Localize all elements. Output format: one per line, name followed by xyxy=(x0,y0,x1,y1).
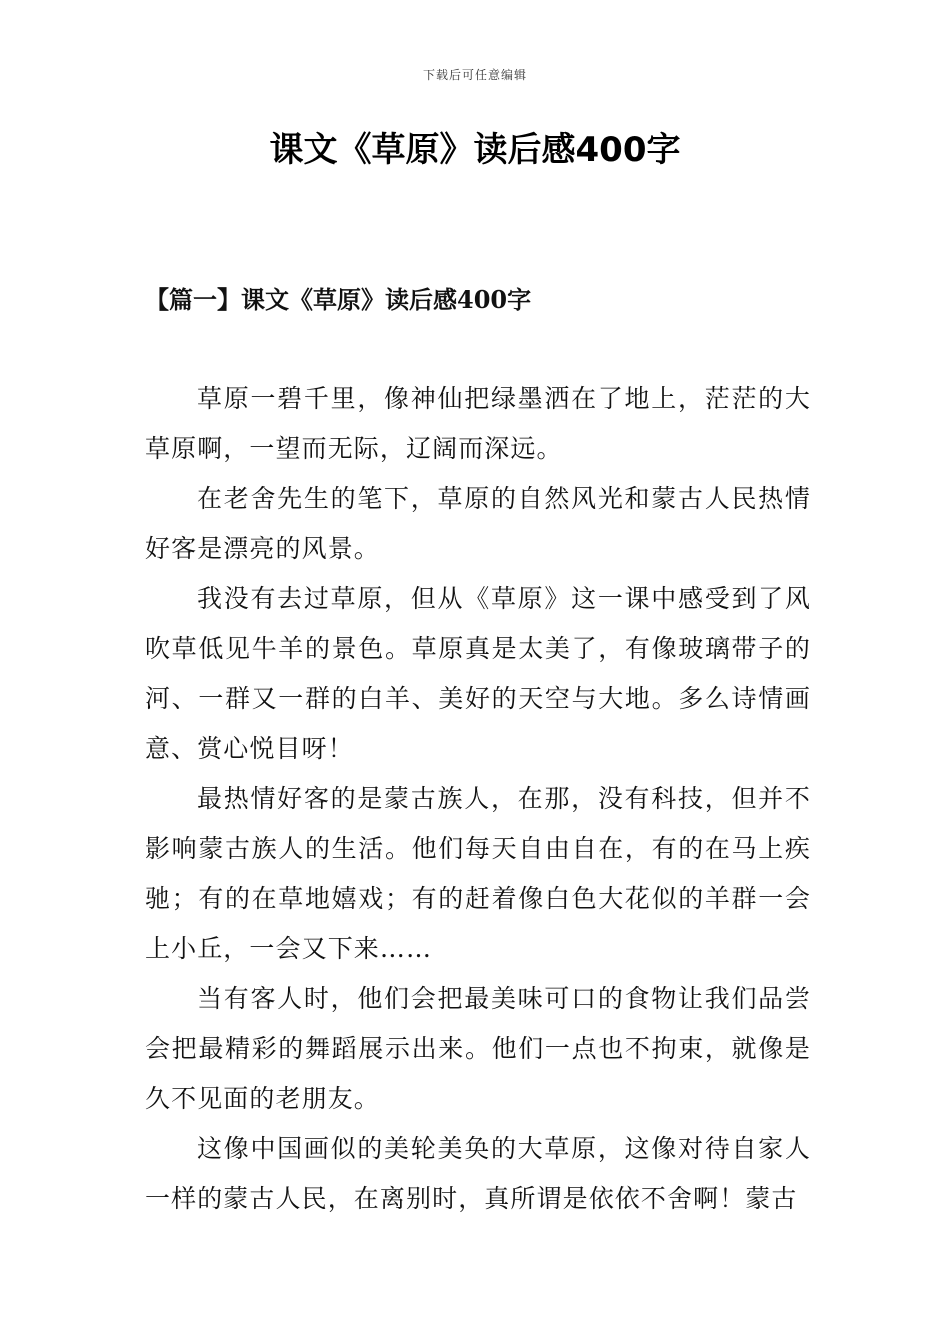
section-heading: 【篇一】课文《草原》读后感400字 xyxy=(145,285,532,314)
paragraph: 这像中国画似的美轮美奂的大草原，这像对待自家人一样的蒙古人民，在离别时，真所谓是依依不舍啊！蒙古 xyxy=(145,1134,811,1213)
header-note: 下载后可任意编辑 xyxy=(422,68,527,82)
paragraph: 草原一碧千里，像神仙把绿墨洒在了地上，茫茫的大草原啊，一望而无际，辽阔而深远。 xyxy=(145,384,811,463)
paragraph: 我没有去过草原，但从《草原》这一课中感受到了风吹草低见牛羊的景色。草原真是太美了，有像玻璃带子的河、一群又一群的白羊、美好的天空与大地。多么诗情画意、赏心悦目呀！ xyxy=(145,584,811,763)
document-title: 课文《草原》读后感400字 xyxy=(269,130,681,170)
paragraph: 最热情好客的是蒙古族人，在那，没有科技，但并不影响蒙古族人的生活。他们每天自由自在，有的在马上疾驰；有的在草地嬉戏；有的赶着像白色大花似的羊群一会上小丘，一会又下来…… xyxy=(145,784,811,963)
paragraph: 当有客人时，他们会把最美味可口的食物让我们品尝会把最精彩的舞蹈展示出来。他们一点也不拘束，就像是久不见面的老朋友。 xyxy=(145,984,811,1113)
paragraph: 在老舍先生的笔下，草原的自然风光和蒙古人民热情好客是漂亮的风景。 xyxy=(145,484,811,563)
body-text xyxy=(145,374,811,1224)
